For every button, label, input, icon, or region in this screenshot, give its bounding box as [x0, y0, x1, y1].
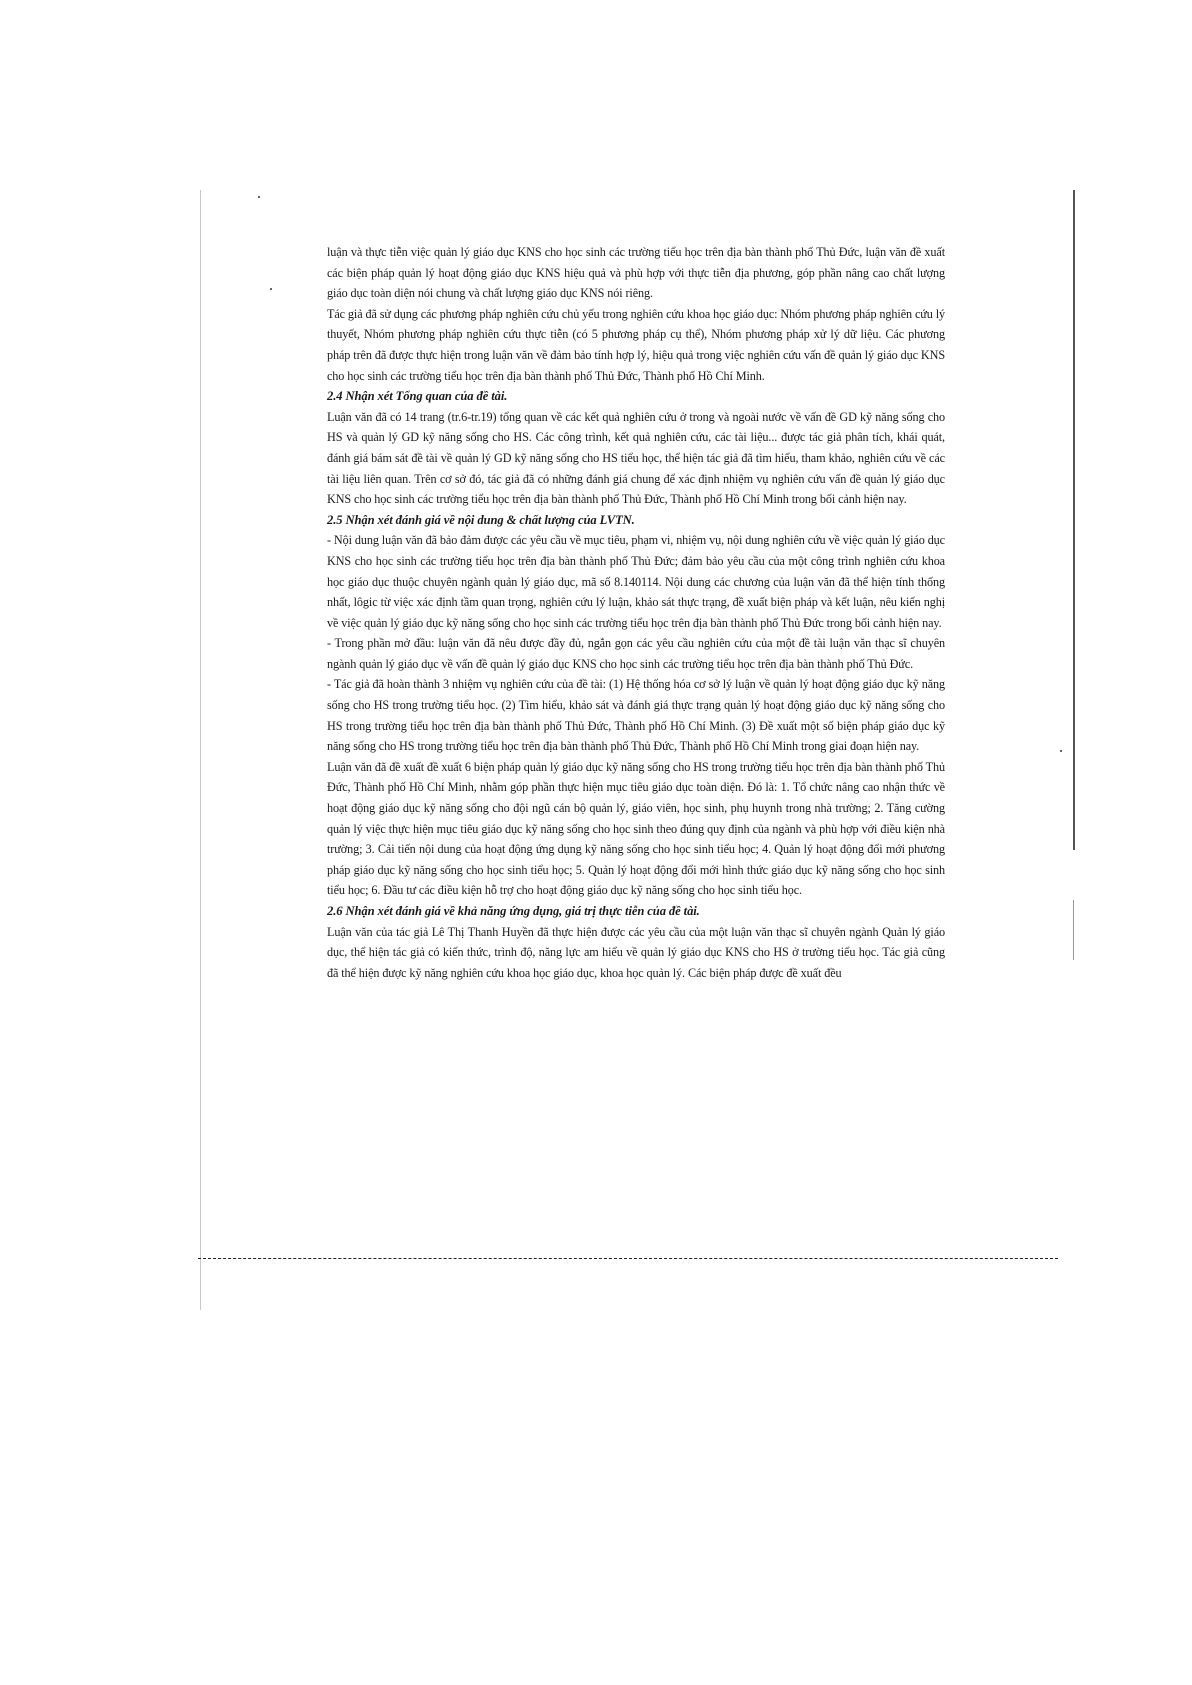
scan-speck [1060, 750, 1062, 752]
scan-edge-left [200, 190, 201, 1310]
paragraph: Tác giả đã sử dụng các phương pháp nghiên cứu chủ yếu trong nghiên cứu khoa học giáo dục: Nhóm phương pháp nghiên cứu lý thuyết, Nhóm phương pháp nghiên cứu thực tiễn (có 5 phương pháp cụ thể), Nhóm phương pháp xử lý dữ liệu. Các phương pháp trên đã được thực hiện trong luận văn về đảm bảo tính hợp lý, hiệu quả trong việc nghiên cứu vấn đề quản lý giáo dục KNS cho học sinh các trường tiểu học trên địa bàn thành phố Thủ Đức, Thành phố Hồ Chí Minh. [327, 306, 945, 383]
section-heading: 2.6 Nhận xét đánh giá về khả năng ứng dụng, giá trị thực tiễn của đề tài. [327, 904, 700, 918]
paragraph: - Trong phần mở đầu: luận văn đã nêu được đầy đủ, ngắn gọn các yêu cầu nghiên cứu của một đề tài luận văn thạc sĩ chuyên ngành quản lý giáo dục về vấn đề quản lý giáo dục KNS cho học sinh các trường tiểu học trên địa bàn thành phố Thủ Đức. [327, 636, 945, 671]
paragraph: Luận văn của tác giả Lê Thị Thanh Huyền đã thực hiện được các yêu cầu của một luận văn thạc sĩ chuyên ngành Quản lý giáo dục, thể hiện tác giả có kiến thức, trình độ, năng lực am hiểu về quản lý giáo dục KNS cho HS ở trường tiểu học. Tác giả cũng đã thể hiện được kỹ năng nghiên cứu khoa học giáo dục, khoa học quản lý. Các biện pháp được đề xuất đều [327, 924, 945, 980]
paragraph: Luận văn đã đề xuất đề xuất 6 biện pháp quản lý giáo dục kỹ năng sống cho HS trong trường tiểu học trên địa bàn thành phố Thủ Đức, Thành phố Hồ Chí Minh, nhằm góp phần thực hiện mục tiêu giáo dục toàn diện. Đó là: 1. Tổ chức nâng cao nhận thức về hoạt động giáo dục kỹ năng sống cho đội ngũ cán bộ quản lý, giáo viên, học sinh, phụ huynh trong nhà trường; 2. Tăng cường quản lý việc thực hiện mục tiêu giáo dục kỹ năng sống cho học sinh theo đúng quy định của ngành và phù hợp với điều kiện nhà trường; 3. Cải tiến nội dung của hoạt động ứng dụng kỹ năng sống cho học sinh tiểu học; 4. Quản lý hoạt động đổi mới phương pháp giáo dục kỹ năng sống cho học sinh tiểu học; 5. Quản lý hoạt động đổi mới hình thức giáo dục kỹ năng sống cho học sinh tiểu học; 6. Đầu tư các điều kiện hỗ trợ cho hoạt động giáo dục kỹ năng sống cho học sinh tiểu học. [327, 759, 945, 898]
paragraph: luận và thực tiễn việc quản lý giáo dục KNS cho học sinh các trường tiểu học trên địa bàn thành phố Thủ Đức, luận văn đề xuất các biện pháp quản lý hoạt động giáo dục KNS hiệu quả và phù hợp với thực tiễn địa phương, góp phần nâng cao chất lượng giáo dục toàn diện nói chung và chất lượng giáo dục KNS nói riêng. [327, 245, 945, 301]
scan-edge-right [1073, 190, 1075, 850]
page-bottom-rule [198, 1258, 1058, 1259]
scan-speck [270, 288, 272, 290]
scan-speck [258, 196, 260, 198]
document-body [327, 242, 945, 983]
paragraph: - Nội dung luận văn đã bảo đảm được các yêu cầu về mục tiêu, phạm vi, nhiệm vụ, nội dung nghiên cứu về việc quản lý giáo dục KNS cho học sinh các trường tiểu học trên địa bàn thành phố Thủ Đức; đảm bảo yêu cầu của một công trình nghiên cứu khoa học giáo dục thuộc chuyên ngành quản lý giáo dục, mã số 8.140114. Nội dung các chương của luận văn đã thể hiện tính thống nhất, lôgic từ việc xác định tầm quan trọng, nghiên cứu lý luận, khảo sát thực trạng, đề xuất biện pháp và kết luận, nêu kiến nghị về việc quản lý giáo dục kỹ năng sống cho học sinh các trường tiểu học trên địa bàn thành phố Thủ Đức trong bối cảnh hiện nay. [327, 533, 945, 630]
section-heading: 2.5 Nhận xét đánh giá về nội dung & chất lượng của LVTN. [327, 512, 635, 527]
section-heading: 2.4 Nhận xét Tổng quan của đề tài. [327, 389, 508, 404]
paragraph: Luận văn đã có 14 trang (tr.6-tr.19) tổng quan về các kết quả nghiên cứu ở trong và ngoài nước về vấn đề GD kỹ năng sống cho HS và quản lý GD kỹ năng sống cho HS. Các công trình, kết quả nghiên cứu, các tài liệu... được tác giả phân tích, khái quát, đánh giá bám sát đề tài về quản lý GD kỹ năng sống cho HS tiểu học, thể hiện tác giả đã tìm hiểu, tham khảo, nghiên cứu về các tài liệu liên quan. Trên cơ sở đó, tác giả đã có những đánh giá chung để xác định nhiệm vụ nghiên cứu vấn đề quản lý giáo dục KNS cho học sinh các trường tiểu học trên địa bàn thành phố Thủ Đức, Thành phố Hồ Chí Minh trong bối cảnh hiện nay. [327, 409, 945, 507]
scan-edge-right-lower [1073, 900, 1074, 960]
paragraph: - Tác giả đã hoàn thành 3 nhiệm vụ nghiên cứu của đề tài: (1) Hệ thống hóa cơ sở lý luận về quản lý hoạt động giáo dục kỹ năng sống cho HS trong trường tiểu học. (2) Tìm hiểu, khảo sát và đánh giá thực trạng quản lý hoạt động giáo dục kỹ năng sống cho HS trong trường tiểu học trên địa bàn thành phố Thủ Đức, Thành phố Hồ Chí Minh. (3) Đề xuất một số biện pháp giáo dục kỹ năng sống cho HS trong trường tiểu học trên địa bàn thành phố Thủ Đức, Thành phố Hồ Chí Minh trong giai đoạn hiện nay. [327, 677, 945, 754]
